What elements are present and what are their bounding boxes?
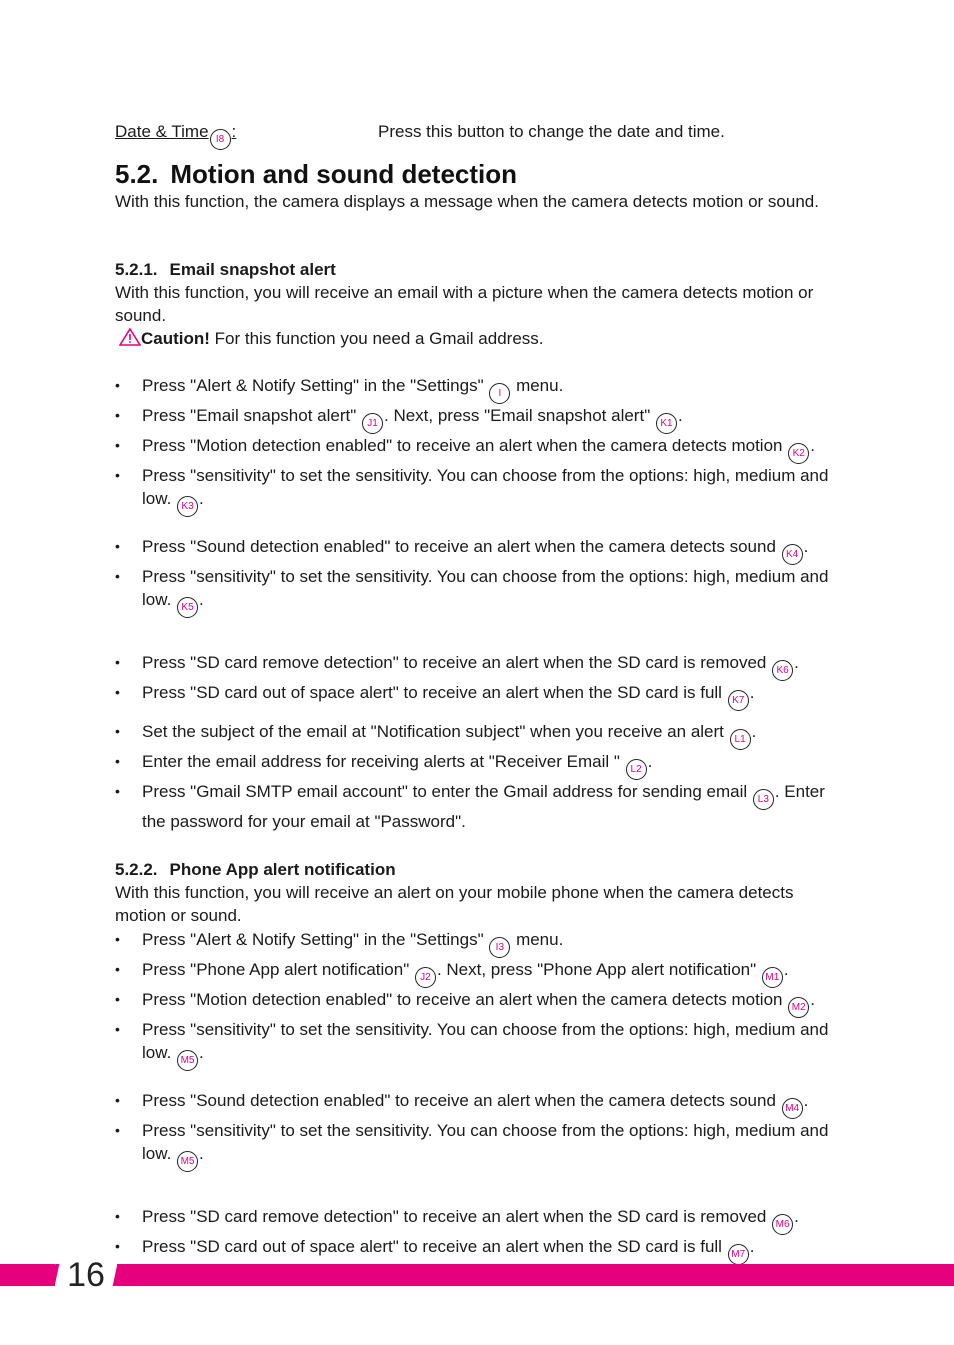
footer-bar [0, 1264, 954, 1286]
subsection-phone-intro: With this function, you will receive an alert on your mobile phone when the camera detects motion or sound. [115, 883, 794, 925]
list-item: • Press "Sound detection enabled" to receive an alert when the camera detects sound K4 . [115, 535, 837, 565]
caution-label: Caution! [141, 329, 210, 348]
date-time-label: Date & Time I8 : [115, 122, 236, 141]
badge-k5: K5 [177, 597, 198, 618]
list-item: • Press "Motion detection enabled" to receive an alert when the camera detects motion M2 . [115, 988, 837, 1018]
section-intro: With this function, the camera displays a message when the camera detects motion or sound. [115, 192, 819, 211]
subsection-email [115, 258, 837, 350]
badge-m2: M2 [788, 997, 809, 1018]
section-header [115, 158, 837, 213]
list-item: • Press "Motion detection enabled" to receive an alert when the camera detects motion K2 . [115, 434, 837, 464]
list-item: • Press "sensitivity" to set the sensitivity. You can choose from the options: high, medium and low. K3 . [115, 464, 837, 517]
list-item: • Press "Alert & Notify Setting" in the "Settings" I menu. [115, 374, 837, 404]
badge-k7: K7 [728, 690, 749, 711]
list-item: • Press "Phone App alert notification" J2 . Next, press "Phone App alert notification" M1 . [115, 958, 837, 988]
list-item: • Press "SD card remove detection" to receive an alert when the SD card is removed K6 . [115, 651, 837, 681]
list-item: • Press "Alert & Notify Setting" in the "Settings" I3 menu. [115, 928, 837, 958]
subsection-phone [115, 858, 837, 927]
badge-m5: M5 [177, 1050, 198, 1071]
list-item: • Press "sensitivity" to set the sensitivity. You can choose from the options: high, medium and low. K5 . [115, 565, 837, 618]
phone-steps-group-1 [115, 928, 837, 1071]
badge-i8: I8 [210, 129, 231, 150]
badge-l3: L3 [753, 789, 774, 810]
badge-m7: M7 [728, 1244, 749, 1265]
list-item: • Press "Sound detection enabled" to receive an alert when the camera detects sound M4 . [115, 1089, 837, 1119]
list-item: • Press "SD card remove detection" to receive an alert when the SD card is removed M6 . [115, 1205, 837, 1235]
phone-steps-group-3 [115, 1205, 837, 1265]
email-steps-group-1 [115, 374, 837, 517]
subsection-email-intro: With this function, you will receive an email with a picture when the camera detects motion or sound. [115, 283, 814, 325]
badge-m6: M6 [772, 1214, 793, 1235]
phone-steps-group-2 [115, 1089, 837, 1172]
badge-m1: M1 [762, 967, 783, 988]
warning-triangle-icon [119, 328, 141, 346]
date-time-row [115, 120, 835, 150]
page-number: 16 [55, 1256, 117, 1294]
badge-j1: J1 [362, 413, 383, 434]
badge-l2: L2 [626, 759, 647, 780]
badge-l1: L1 [730, 729, 751, 750]
list-item: • Press "sensitivity" to set the sensitivity. You can choose from the options: high, medium and low. M5 . [115, 1119, 837, 1172]
badge-k6: K6 [772, 660, 793, 681]
subsection-phone-title: 5.2.2. Phone App alert notification [115, 860, 396, 879]
subsection-email-title: 5.2.1. Email snapshot alert [115, 260, 336, 279]
email-steps-group-3 [115, 651, 837, 711]
caution-note [115, 327, 837, 350]
list-item: • Press "SD card out of space alert" to receive an alert when the SD card is full K7 . [115, 681, 837, 711]
badge-k4: K4 [782, 544, 803, 565]
badge-k3: K3 [177, 496, 198, 517]
date-time-description: Press this button to change the date and time. [378, 122, 725, 141]
list-item: • Enter the email address for receiving alerts at "Receiver Email " L2 . [115, 750, 837, 780]
badge-m5: M5 [177, 1151, 198, 1172]
list-item: • Press "Email snapshot alert" J1 . Next, press "Email snapshot alert" K1 . [115, 404, 837, 434]
badge-m4: M4 [782, 1098, 803, 1119]
badge-i: I [489, 383, 510, 404]
list-item: • Press "sensitivity" to set the sensitivity. You can choose from the options: high, medium and low. M5 . [115, 1018, 837, 1071]
badge-j2: J2 [415, 967, 436, 988]
email-steps-group-2 [115, 535, 837, 618]
caution-text: For this function you need a Gmail address. [209, 329, 544, 348]
list-item: • Press "SD card out of space alert" to receive an alert when the SD card is full M7 . [115, 1235, 837, 1265]
email-steps-group-4 [115, 720, 837, 833]
list-item: • Set the subject of the email at "Notification subject" when you receive an alert L1 . [115, 720, 837, 750]
badge-k2: K2 [788, 443, 809, 464]
badge-i3: I3 [489, 937, 510, 958]
list-item: • Press "Gmail SMTP email account" to enter the Gmail address for sending email L3 . Enter the password for your email at "Password". [115, 780, 837, 833]
section-title: 5.2. Motion and sound detection [115, 159, 518, 189]
badge-k1: K1 [656, 413, 677, 434]
